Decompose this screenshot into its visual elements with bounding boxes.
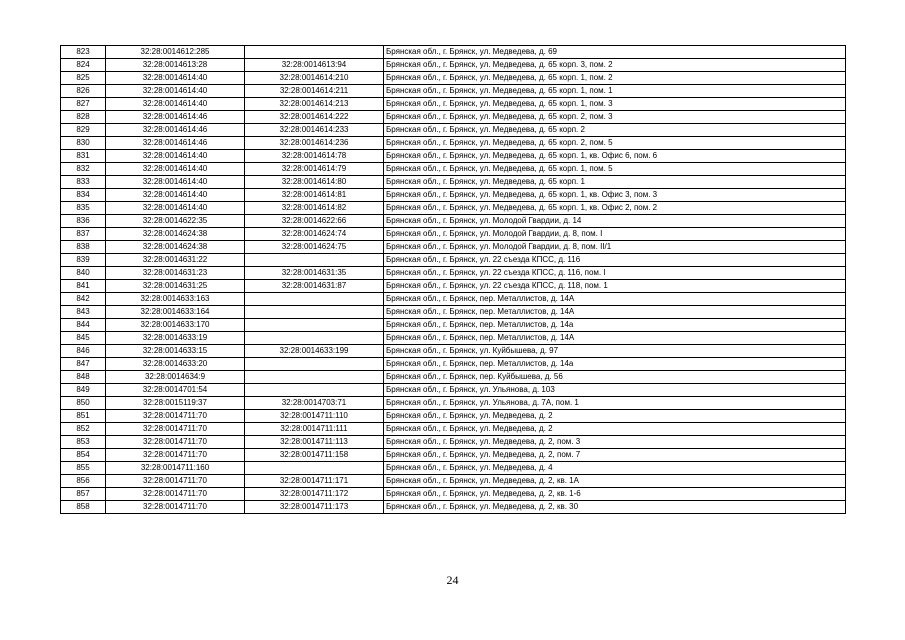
address-cell: Брянская обл., г. Брянск, ул. Молодой Гвардии, д. 8, пом. II/1 xyxy=(384,241,846,254)
object-cadastral-number-cell: 32:28:0014711:172 xyxy=(245,488,384,501)
land-cadastral-number-cell: 32:28:0014711:70 xyxy=(106,423,245,436)
row-number-cell: 849 xyxy=(61,384,106,397)
land-cadastral-number-cell: 32:28:0014612:285 xyxy=(106,46,245,59)
land-cadastral-number-cell: 32:28:0014711:70 xyxy=(106,449,245,462)
row-number-cell: 847 xyxy=(61,358,106,371)
table-row xyxy=(61,319,846,332)
land-cadastral-number-cell: 32:28:0014701:54 xyxy=(106,384,245,397)
row-number-cell: 853 xyxy=(61,436,106,449)
address-cell: Брянская обл., г. Брянск, пер. Металлистов, д. 14а xyxy=(384,358,846,371)
land-cadastral-number-cell: 32:28:0014614:40 xyxy=(106,150,245,163)
address-cell: Брянская обл., г. Брянск, ул. Медведева, д. 2, кв. 30 xyxy=(384,501,846,514)
object-cadastral-number-cell: 32:28:0014614:233 xyxy=(245,124,384,137)
table-row xyxy=(61,306,846,319)
address-cell: Брянская обл., г. Брянск, ул. Медведева, д. 69 xyxy=(384,46,846,59)
address-cell: Брянская обл., г. Брянск, ул. Медведева, д. 2, пом. 7 xyxy=(384,449,846,462)
table-row xyxy=(61,475,846,488)
object-cadastral-number-cell: 32:28:0014614:78 xyxy=(245,150,384,163)
address-cell: Брянская обл., г. Брянск, ул. 22 съезда КПСС, д. 116, пом. I xyxy=(384,267,846,280)
address-cell: Брянская обл., г. Брянск, ул. Медведева, д. 65 корп. 1, пом. 2 xyxy=(384,72,846,85)
object-cadastral-number-cell xyxy=(245,462,384,475)
table-row xyxy=(61,124,846,137)
row-number-cell: 838 xyxy=(61,241,106,254)
land-cadastral-number-cell: 32:28:0014613:28 xyxy=(106,59,245,72)
object-cadastral-number-cell: 32:28:0014631:87 xyxy=(245,280,384,293)
table-row xyxy=(61,384,846,397)
table-row xyxy=(61,449,846,462)
row-number-cell: 840 xyxy=(61,267,106,280)
object-cadastral-number-cell xyxy=(245,371,384,384)
row-number-cell: 845 xyxy=(61,332,106,345)
row-number-cell: 829 xyxy=(61,124,106,137)
object-cadastral-number-cell: 32:28:0014711:111 xyxy=(245,423,384,436)
row-number-cell: 825 xyxy=(61,72,106,85)
row-number-cell: 827 xyxy=(61,98,106,111)
land-cadastral-number-cell: 32:28:0014711:70 xyxy=(106,475,245,488)
row-number-cell: 843 xyxy=(61,306,106,319)
address-cell: Брянская обл., г. Брянск, ул. Медведева, д. 65 корп. 1 xyxy=(384,176,846,189)
table-row xyxy=(61,501,846,514)
address-cell: Брянская обл., г. Брянск, ул. Медведева, д. 2 xyxy=(384,423,846,436)
land-cadastral-number-cell: 32:28:0014614:40 xyxy=(106,189,245,202)
land-cadastral-number-cell: 32:28:0014624:38 xyxy=(106,228,245,241)
row-number-cell: 835 xyxy=(61,202,106,215)
land-cadastral-number-cell: 32:28:0014633:164 xyxy=(106,306,245,319)
land-cadastral-number-cell: 32:28:0014711:70 xyxy=(106,436,245,449)
land-cadastral-number-cell: 32:28:0014631:23 xyxy=(106,267,245,280)
table-row xyxy=(61,332,846,345)
land-cadastral-number-cell: 32:28:0014614:40 xyxy=(106,72,245,85)
object-cadastral-number-cell: 32:28:0014614:82 xyxy=(245,202,384,215)
land-cadastral-number-cell: 32:28:0014633:163 xyxy=(106,293,245,306)
object-cadastral-number-cell: 32:28:0014614:79 xyxy=(245,163,384,176)
table-row xyxy=(61,72,846,85)
address-cell: Брянская обл., г. Брянск, ул. Молодой Гвардии, д. 14 xyxy=(384,215,846,228)
land-cadastral-number-cell: 32:28:0014622:35 xyxy=(106,215,245,228)
address-cell: Брянская обл., г. Брянск, ул. 22 съезда КПСС, д. 118, пом. 1 xyxy=(384,280,846,293)
land-cadastral-number-cell: 32:28:0014633:15 xyxy=(106,345,245,358)
row-number-cell: 834 xyxy=(61,189,106,202)
table-row xyxy=(61,280,846,293)
table-row xyxy=(61,241,846,254)
table-row xyxy=(61,358,846,371)
row-number-cell: 839 xyxy=(61,254,106,267)
row-number-cell: 831 xyxy=(61,150,106,163)
land-cadastral-number-cell: 32:28:0014614:40 xyxy=(106,163,245,176)
object-cadastral-number-cell: 32:28:0014614:211 xyxy=(245,85,384,98)
object-cadastral-number-cell: 32:28:0014614:80 xyxy=(245,176,384,189)
row-number-cell: 851 xyxy=(61,410,106,423)
land-cadastral-number-cell: 32:28:0014711:160 xyxy=(106,462,245,475)
address-cell: Брянская обл., г. Брянск, ул. Медведева, д. 65 корп. 1, пом. 1 xyxy=(384,85,846,98)
table-row xyxy=(61,345,846,358)
row-number-cell: 850 xyxy=(61,397,106,410)
table-row xyxy=(61,397,846,410)
land-cadastral-number-cell: 32:28:0014614:40 xyxy=(106,98,245,111)
land-cadastral-number-cell: 32:28:0014614:46 xyxy=(106,111,245,124)
row-number-cell: 856 xyxy=(61,475,106,488)
row-number-cell: 854 xyxy=(61,449,106,462)
table-row xyxy=(61,137,846,150)
row-number-cell: 858 xyxy=(61,501,106,514)
row-number-cell: 824 xyxy=(61,59,106,72)
address-cell: Брянская обл., г. Брянск, ул. Медведева, д. 65 корп. 1, пом. 5 xyxy=(384,163,846,176)
page-number: 24 xyxy=(446,573,459,587)
row-number-cell: 842 xyxy=(61,293,106,306)
object-cadastral-number-cell xyxy=(245,254,384,267)
land-cadastral-number-cell: 32:28:0014614:46 xyxy=(106,124,245,137)
table-row xyxy=(61,176,846,189)
row-number-cell: 833 xyxy=(61,176,106,189)
object-cadastral-number-cell xyxy=(245,358,384,371)
table-row xyxy=(61,46,846,59)
address-cell: Брянская обл., г. Брянск, пер. Металлистов, д. 14А xyxy=(384,306,846,319)
registry-table-body xyxy=(61,46,846,514)
address-cell: Брянская обл., г. Брянск, пер. Куйбышева, д. 56 xyxy=(384,371,846,384)
address-cell: Брянская обл., г. Брянск, ул. Медведева, д. 65 корп. 3, пом. 2 xyxy=(384,59,846,72)
row-number-cell: 828 xyxy=(61,111,106,124)
table-row xyxy=(61,150,846,163)
object-cadastral-number-cell: 32:28:0014624:75 xyxy=(245,241,384,254)
land-cadastral-number-cell: 32:28:0014711:70 xyxy=(106,410,245,423)
address-cell: Брянская обл., г. Брянск, ул. Медведева, д. 2, пом. 3 xyxy=(384,436,846,449)
row-number-cell: 823 xyxy=(61,46,106,59)
object-cadastral-number-cell: 32:28:0014613:94 xyxy=(245,59,384,72)
row-number-cell: 826 xyxy=(61,85,106,98)
table-row xyxy=(61,462,846,475)
table-row xyxy=(61,189,846,202)
object-cadastral-number-cell: 32:28:0014711:113 xyxy=(245,436,384,449)
land-cadastral-number-cell: 32:28:0014633:170 xyxy=(106,319,245,332)
table-row xyxy=(61,371,846,384)
address-cell: Брянская обл., г. Брянск, ул. Медведева, д. 65 корп. 2 xyxy=(384,124,846,137)
address-cell: Брянская обл., г. Брянск, ул. Молодой Гвардии, д. 8, пом. I xyxy=(384,228,846,241)
object-cadastral-number-cell xyxy=(245,46,384,59)
row-number-cell: 852 xyxy=(61,423,106,436)
table-row xyxy=(61,215,846,228)
object-cadastral-number-cell xyxy=(245,319,384,332)
address-cell: Брянская обл., г. Брянск, ул. Медведева, д. 65 корп. 2, пом. 3 xyxy=(384,111,846,124)
table-row xyxy=(61,254,846,267)
land-cadastral-number-cell: 32:28:0014631:25 xyxy=(106,280,245,293)
table-row xyxy=(61,111,846,124)
address-cell: Брянская обл., г. Брянск, пер. Металлистов, д. 14А xyxy=(384,332,846,345)
address-cell: Брянская обл., г. Брянск, ул. Медведева, д. 2, кв. 1-6 xyxy=(384,488,846,501)
object-cadastral-number-cell: 32:28:0014711:171 xyxy=(245,475,384,488)
row-number-cell: 846 xyxy=(61,345,106,358)
table-row xyxy=(61,202,846,215)
object-cadastral-number-cell: 32:28:0014703:71 xyxy=(245,397,384,410)
land-cadastral-number-cell: 32:28:0014711:70 xyxy=(106,501,245,514)
land-cadastral-number-cell: 32:28:0014614:40 xyxy=(106,202,245,215)
object-cadastral-number-cell: 32:28:0014711:110 xyxy=(245,410,384,423)
row-number-cell: 857 xyxy=(61,488,106,501)
row-number-cell: 841 xyxy=(61,280,106,293)
object-cadastral-number-cell xyxy=(245,293,384,306)
address-cell: Брянская обл., г. Брянск, ул. Медведева, д. 2 xyxy=(384,410,846,423)
row-number-cell: 855 xyxy=(61,462,106,475)
address-cell: Брянская обл., г. Брянск, пер. Металлистов, д. 14а xyxy=(384,319,846,332)
address-cell: Брянская обл., г. Брянск, ул. Медведева, д. 65 корп. 2, пом. 5 xyxy=(384,137,846,150)
table-row xyxy=(61,85,846,98)
land-cadastral-number-cell: 32:28:0014711:70 xyxy=(106,488,245,501)
object-cadastral-number-cell: 32:28:0014614:210 xyxy=(245,72,384,85)
row-number-cell: 844 xyxy=(61,319,106,332)
object-cadastral-number-cell: 32:28:0014614:222 xyxy=(245,111,384,124)
land-cadastral-number-cell: 32:28:0014624:38 xyxy=(106,241,245,254)
row-number-cell: 837 xyxy=(61,228,106,241)
address-cell: Брянская обл., г. Брянск, ул. Медведева, д. 65 корп. 1, кв. Офис 2, пом. 2 xyxy=(384,202,846,215)
land-cadastral-number-cell: 32:28:0014633:19 xyxy=(106,332,245,345)
address-cell: Брянская обл., г. Брянск, ул. 22 съезда КПСС, д. 116 xyxy=(384,254,846,267)
land-cadastral-number-cell: 32:28:0014614:46 xyxy=(106,137,245,150)
table-row xyxy=(61,163,846,176)
object-cadastral-number-cell: 32:28:0014711:173 xyxy=(245,501,384,514)
table-row xyxy=(61,228,846,241)
object-cadastral-number-cell: 32:28:0014614:81 xyxy=(245,189,384,202)
object-cadastral-number-cell xyxy=(245,332,384,345)
address-cell: Брянская обл., г. Брянск, ул. Медведева, д. 65 корп. 1, кв. Офис 3, пом. 3 xyxy=(384,189,846,202)
object-cadastral-number-cell: 32:28:0014633:199 xyxy=(245,345,384,358)
address-cell: Брянская обл., г. Брянск, ул. Куйбышева, д. 97 xyxy=(384,345,846,358)
object-cadastral-number-cell: 32:28:0014631:35 xyxy=(245,267,384,280)
land-cadastral-number-cell: 32:28:0014614:40 xyxy=(106,85,245,98)
address-cell: Брянская обл., г. Брянск, ул. Медведева, д. 65 корп. 1, кв. Офис 6, пом. 6 xyxy=(384,150,846,163)
row-number-cell: 836 xyxy=(61,215,106,228)
address-cell: Брянская обл., г. Брянск, ул. Ульянова, д. 7А, пом. 1 xyxy=(384,397,846,410)
table-row xyxy=(61,59,846,72)
land-cadastral-number-cell: 32:28:0014634:9 xyxy=(106,371,245,384)
table-row xyxy=(61,410,846,423)
object-cadastral-number-cell: 32:28:0014622:66 xyxy=(245,215,384,228)
object-cadastral-number-cell xyxy=(245,384,384,397)
table-row xyxy=(61,423,846,436)
table-row xyxy=(61,436,846,449)
address-cell: Брянская обл., г. Брянск, ул. Медведева, д. 2, кв. 1А xyxy=(384,475,846,488)
row-number-cell: 832 xyxy=(61,163,106,176)
object-cadastral-number-cell: 32:28:0014614:236 xyxy=(245,137,384,150)
land-cadastral-number-cell: 32:28:0015119:37 xyxy=(106,397,245,410)
land-cadastral-number-cell: 32:28:0014631:22 xyxy=(106,254,245,267)
address-cell: Брянская обл., г. Брянск, пер. Металлистов, д. 14А xyxy=(384,293,846,306)
object-cadastral-number-cell: 32:28:0014614:213 xyxy=(245,98,384,111)
land-cadastral-number-cell: 32:28:0014633:20 xyxy=(106,358,245,371)
row-number-cell: 830 xyxy=(61,137,106,150)
object-cadastral-number-cell xyxy=(245,306,384,319)
row-number-cell: 848 xyxy=(61,371,106,384)
object-cadastral-number-cell: 32:28:0014711:158 xyxy=(245,449,384,462)
land-cadastral-number-cell: 32:28:0014614:40 xyxy=(106,176,245,189)
object-cadastral-number-cell: 32:28:0014624:74 xyxy=(245,228,384,241)
table-row xyxy=(61,98,846,111)
table-row xyxy=(61,488,846,501)
property-registry-table xyxy=(60,45,846,514)
table-row xyxy=(61,293,846,306)
table-row xyxy=(61,267,846,280)
address-cell: Брянская обл., г. Брянск, ул. Медведева, д. 4 xyxy=(384,462,846,475)
address-cell: Брянская обл., г. Брянск, ул. Медведева, д. 65 корп. 1, пом. 3 xyxy=(384,98,846,111)
address-cell: Брянская обл., г. Брянск, ул. Ульянова, д. 103 xyxy=(384,384,846,397)
